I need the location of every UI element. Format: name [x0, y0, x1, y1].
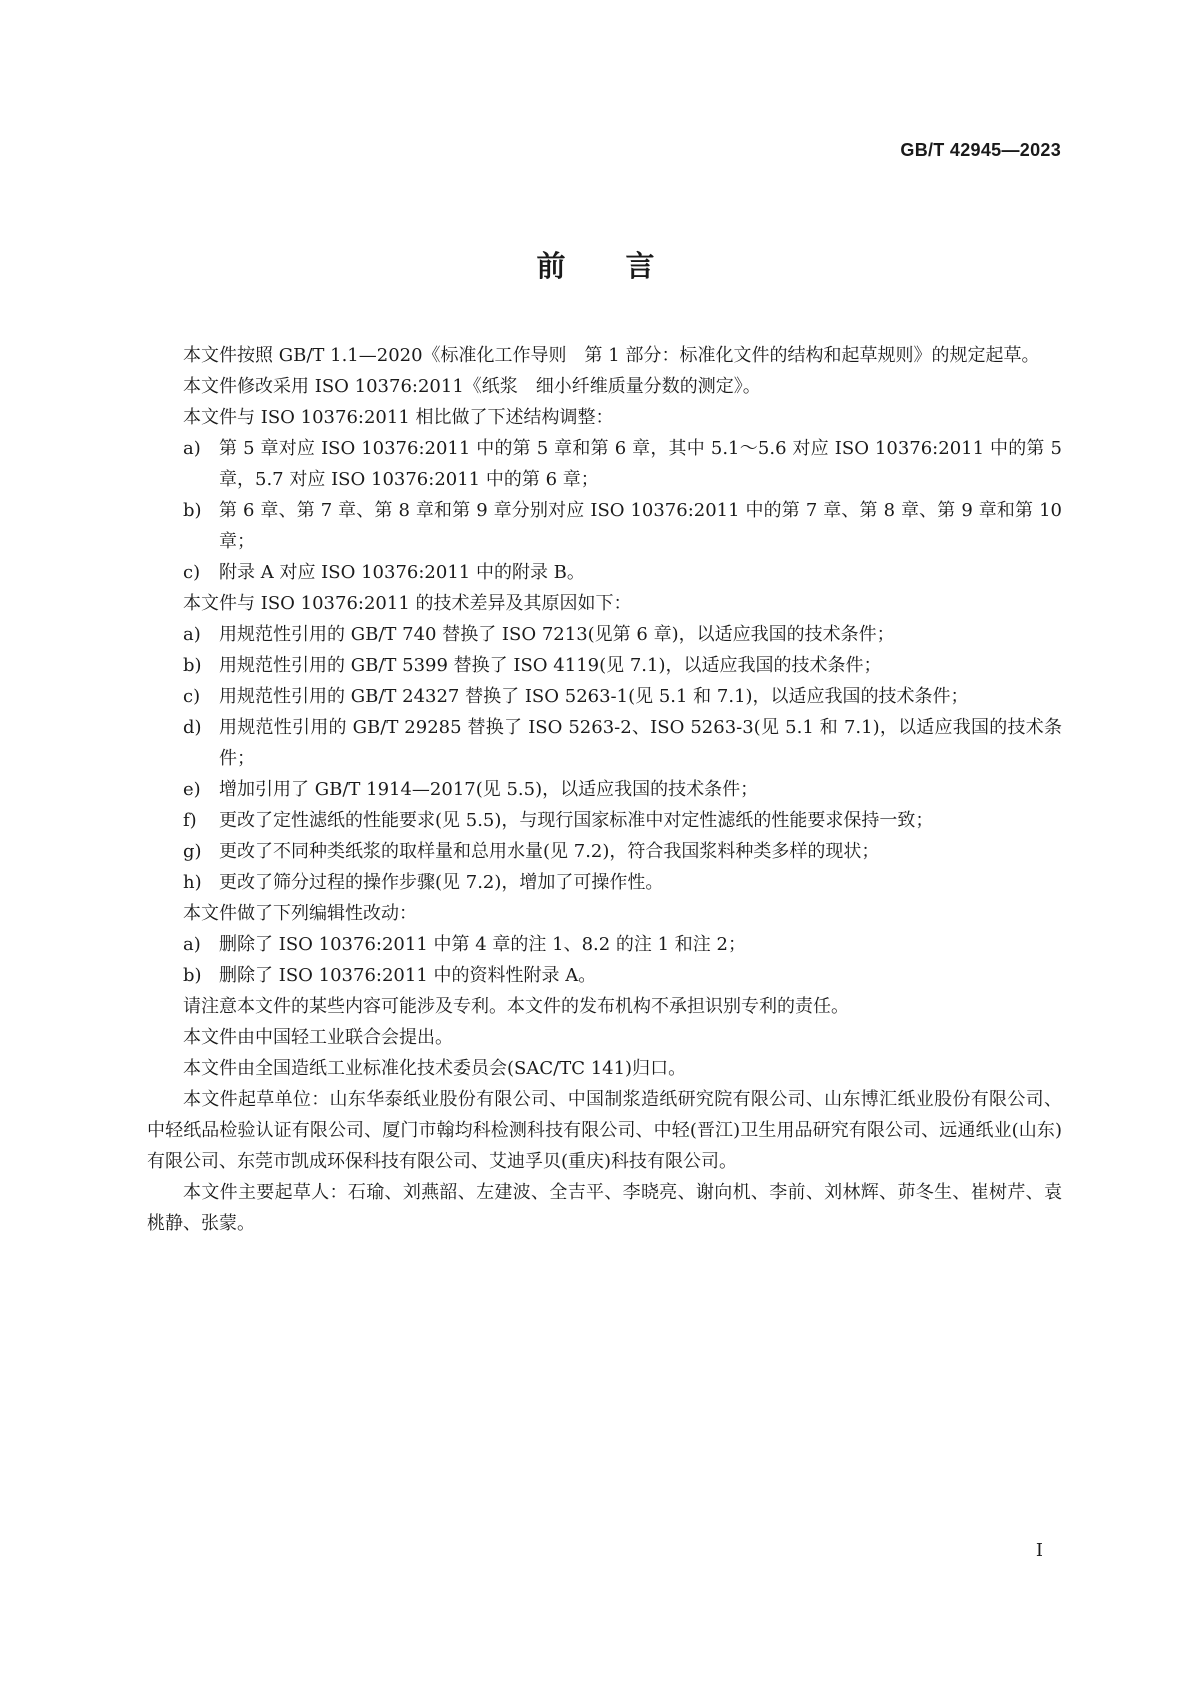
list-item-marker: b) [183, 965, 202, 986]
paragraph: 本文件与 ISO 10376:2011 相比做了下述结构调整： [183, 407, 614, 428]
list-item [147, 960, 1062, 991]
list-item-text: 更改了定性滤纸的性能要求(见 5.5)，与现行国家标准中对定性滤纸的性能要求保持一致； [219, 810, 934, 831]
list-item [147, 495, 1062, 557]
paragraph: 本文件修改采用 ISO 10376:2011《纸浆 细小纤维质量分数的测定》。 [183, 376, 761, 397]
list-item [147, 712, 1062, 774]
list-item-text: 附录 A 对应 ISO 10376:2011 中的附录 B。 [219, 562, 585, 583]
list-item-text: 更改了不同种类纸浆的取样量和总用水量(见 7.2)，符合我国浆料种类多样的现状； [219, 841, 880, 862]
list-item-text: 增加引用了 GB/T 1914—2017(见 5.5)，以适应我国的技术条件； [219, 779, 759, 800]
page-title: 前言 [536, 249, 715, 283]
list-item-marker: c) [183, 562, 201, 583]
list-item [147, 929, 1062, 960]
list-item [147, 836, 1062, 867]
list-item-marker: b) [183, 655, 202, 676]
list-item-text: 删除了 ISO 10376:2011 中第 4 章的注 1、8.2 的注 1 和注 2； [219, 934, 746, 955]
paragraph: 本文件起草单位：山东华泰纸业股份有限公司、中国制浆造纸研究院有限公司、山东博汇纸业股份有限公司、中轻纸品检验认证有限公司、厦门市翰均科检测科技有限公司、中轻(晋江)卫生用品研究有限公司、远通纸业(山东)有限公司、东莞市凯成环保科技有限公司、艾迪孚贝(重庆)科技有限公司。 [147, 1089, 1062, 1172]
list-item [147, 650, 1062, 681]
page-number: I [1035, 1540, 1043, 1561]
list-item-text: 用规范性引用的 GB/T 740 替换了 ISO 7213(见第 6 章)，以适应我国的技术条件； [219, 624, 895, 645]
list-item-marker: b) [183, 500, 202, 521]
paragraph: 请注意本文件的某些内容可能涉及专利。本文件的发布机构不承担识别专利的责任。 [183, 996, 849, 1017]
list-item-text: 第 6 章、第 7 章、第 8 章和第 9 章分别对应 ISO 10376:2011 中的第 7 章、第 8 章、第 9 章和第 10 章； [219, 500, 1062, 552]
paragraph: 本文件与 ISO 10376:2011 的技术差异及其原因如下： [183, 593, 632, 614]
list-item-marker: f) [183, 810, 197, 831]
list-item-text: 更改了筛分过程的操作步骤(见 7.2)，增加了可操作性。 [219, 872, 664, 893]
list-item-marker: d) [183, 717, 202, 738]
list-item [147, 681, 1062, 712]
list-item-marker: g) [183, 841, 202, 862]
paragraph: 本文件做了下列编辑性改动： [183, 903, 417, 924]
list-item [147, 619, 1062, 650]
list-item-text: 第 5 章对应 ISO 10376:2011 中的第 5 章和第 6 章，其中 5.1～5.6 对应 ISO 10376:2011 中的第 5 章，5.7 对应 ISO 10376:2011 中的第 6 章； [219, 438, 1062, 490]
paragraph: 本文件由全国造纸工业标准化技术委员会(SAC/TC 141)归口。 [183, 1058, 687, 1079]
list-item-marker: c) [183, 686, 201, 707]
paragraph: 本文件由中国轻工业联合会提出。 [183, 1027, 453, 1048]
list-item-marker: a) [183, 624, 201, 645]
list-item-marker: e) [183, 779, 201, 800]
list-item-marker: a) [183, 438, 201, 459]
paragraph: 本文件主要起草人：石瑜、刘燕韶、左建波、全吉平、李晓亮、谢向机、李前、刘林辉、茆冬生、崔树芹、袁桃静、张蒙。 [147, 1182, 1062, 1234]
list-item-marker: h) [183, 872, 202, 893]
list-item-text: 删除了 ISO 10376:2011 中的资料性附录 A。 [219, 965, 597, 986]
list-item-marker: a) [183, 934, 201, 955]
list-item [147, 867, 1062, 898]
list-item [147, 774, 1062, 805]
list-item [147, 433, 1062, 495]
document-body [147, 340, 1062, 1239]
list-item-text: 用规范性引用的 GB/T 5399 替换了 ISO 4119(见 7.1)，以适应我国的技术条件； [219, 655, 882, 676]
list-item [147, 805, 1062, 836]
standard-number: GB/T 42945—2023 [900, 140, 1061, 160]
list-item-text: 用规范性引用的 GB/T 29285 替换了 ISO 5263-2、ISO 5263-3(见 5.1 和 7.1)，以适应我国的技术条件； [219, 717, 1062, 769]
paragraph: 本文件按照 GB/T 1.1—2020《标准化工作导则 第 1 部分：标准化文件的结构和起草规则》的规定起草。 [183, 345, 1040, 366]
list-item-text: 用规范性引用的 GB/T 24327 替换了 ISO 5263-1(见 5.1 和 7.1)，以适应我国的技术条件； [219, 686, 969, 707]
list-item [147, 557, 1062, 588]
